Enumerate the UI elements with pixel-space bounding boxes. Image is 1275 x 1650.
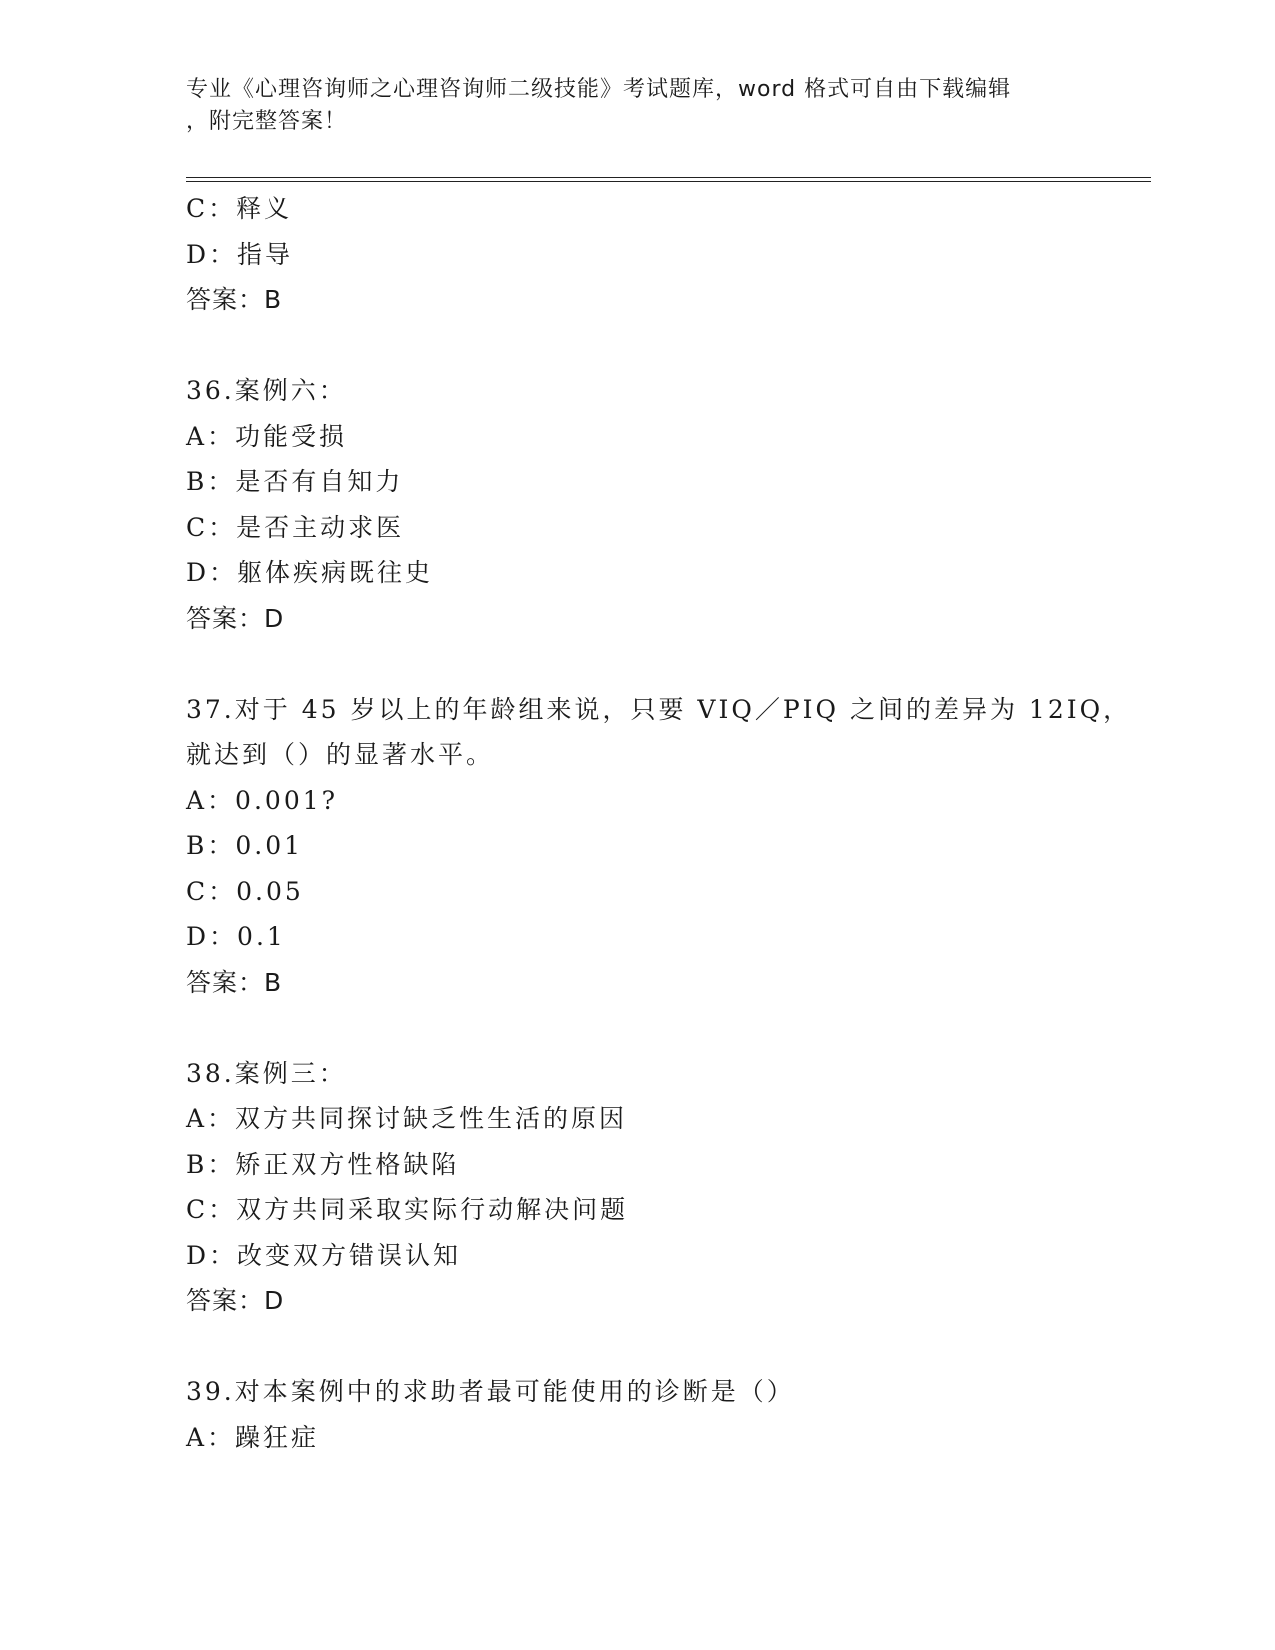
header-divider-top bbox=[186, 177, 1151, 178]
prev-answer: 答案：B bbox=[186, 285, 283, 314]
question-list bbox=[186, 186, 1132, 1460]
q36-stem: 36.案例六： bbox=[186, 376, 347, 405]
spacer bbox=[186, 1324, 1086, 1370]
q36-option-c: C：是否主动求医 bbox=[186, 512, 405, 542]
q37-stem-line-2: 就达到（）的显著水平。 bbox=[186, 740, 495, 769]
q39-option-a: A：躁狂症 bbox=[186, 1422, 320, 1452]
q38-stem: 38.案例三： bbox=[186, 1058, 347, 1088]
q36-option-a: A：功能受损 bbox=[186, 421, 348, 451]
spacer bbox=[186, 641, 1086, 687]
q37-option-b: B：0.01 bbox=[186, 831, 304, 860]
q37-option-c: C：0.05 bbox=[186, 876, 304, 906]
prev-option-c: C：释义 bbox=[186, 194, 293, 223]
prev-option-d: D：指导 bbox=[186, 239, 294, 269]
q38-option-a: A：双方共同探讨缺乏性生活的原因 bbox=[186, 1104, 628, 1133]
q36-option-b: B：是否有自知力 bbox=[186, 467, 404, 496]
q39-stem: 39.对本案例中的求助者最可能使用的诊断是（） bbox=[186, 1377, 795, 1406]
q36-option-d: D：躯体疾病既往史 bbox=[186, 558, 434, 587]
q37-option-d: D：0.1 bbox=[186, 922, 286, 951]
page-header bbox=[186, 74, 1086, 138]
q37-answer: 答案：B bbox=[186, 967, 283, 997]
q38-option-b: B：矫正双方性格缺陷 bbox=[186, 1149, 460, 1179]
header-line-2: ，附完整答案！ bbox=[186, 109, 348, 134]
q36-answer: 答案：D bbox=[186, 603, 285, 633]
header-divider-bottom bbox=[186, 181, 1151, 182]
q37-stem-line-1: 37.对于 45 岁以上的年龄组来说，只要 VIQ／PIQ 之间的差异为 12IQ， bbox=[186, 694, 1132, 724]
spacer bbox=[186, 323, 1086, 369]
q37-option-a: A：0.001? bbox=[186, 785, 339, 815]
q38-option-d: D：改变双方错误认知 bbox=[186, 1240, 462, 1270]
spacer bbox=[186, 1005, 1086, 1051]
q38-answer: 答案：D bbox=[186, 1286, 285, 1315]
q38-option-c: C：双方共同采取实际行动解决问题 bbox=[186, 1195, 629, 1224]
header-line-1: 专业《心理咨询师之心理咨询师二级技能》考试题库，word 格式可自由下载编辑 bbox=[186, 77, 1012, 102]
